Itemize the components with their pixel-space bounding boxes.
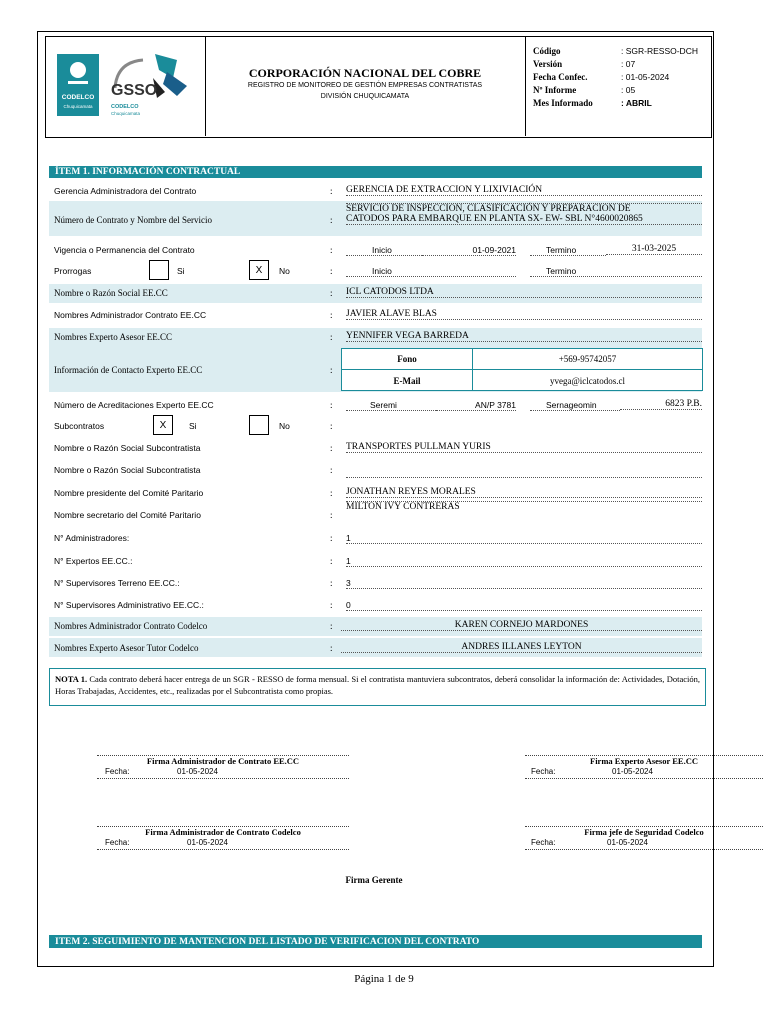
header-subtitle: REGISTRO DE MONITOREO DE GESTIÓN EMPRESAS CONTRATISTAS [247,82,483,89]
colon: : [330,186,333,196]
logo-cell [45,36,206,136]
sig4-date-line [525,849,763,850]
colon: : [330,465,333,475]
contact-box [341,348,703,391]
header-org-title: CORPORACIÓN NACIONAL DEL COBRE [248,66,482,80]
subcontratista2-label: Nombre o Razón Social Subcontratista [54,465,201,475]
n-admin-label: N° Administradores: [54,533,130,543]
subcontratos-si-checkbox[interactable]: X [153,415,173,435]
section2-title: ITEM 2. SEGUIMIENTO DE MANTENCION DEL LISTADO DE VERIFICACION DEL CONTRATO [55,937,480,947]
inicio-label: Inicio [346,245,422,256]
prorroga-no-checkbox[interactable]: X [249,260,269,280]
secretario-label: Nombre secretario del Comité Paritario [54,510,201,520]
subcontratos-no-label: No [279,421,290,431]
meta-version-label: Versión [533,59,563,69]
sernageomin-value: 6823 P.B. [620,399,702,410]
n-sup-terreno-value: 3 [346,578,702,589]
admin-label: Nombres Administrador Contrato EE.CC [54,310,207,320]
secretario-value: MILTON IVY CONTRERAS [346,501,702,512]
meta-code-value: : SGR-RESSO-DCH [621,46,698,56]
colon: : [330,245,333,255]
sig2-title: Firma Experto Asesor EE.CC [590,756,698,766]
fono-value: +569-95742057 [558,354,617,364]
colon: : [330,443,333,453]
termino-label: Termino [530,245,606,256]
subcontratista1-value: TRANSPORTES PULLMAN YURIS [346,442,702,453]
presidente-label: Nombre presidente del Comité Paritario [54,488,204,498]
gerente-title: Firma Gerente [345,875,403,885]
sig2-date: 01-05-2024 [612,767,653,776]
sig4-date: 01-05-2024 [607,838,648,847]
prorroga-si-label: Si [177,266,185,276]
meta-date-value: : 01-05-2024 [621,72,670,82]
tutor-label: Nombres Experto Asesor Tutor Codelco [54,643,199,653]
colon: : [330,365,333,375]
admin-value: JAVIER ALAVE BLAS [346,309,702,320]
colon: : [330,510,333,520]
contact-row-divider [342,369,702,370]
subcontratos-si-label: Si [189,421,197,431]
sernageomin-label: Sernageomin [530,400,620,411]
razon-value: ICL CATODOS LTDA [346,287,702,298]
section2-title-bar [49,935,702,948]
meta-date-label: Fecha Confec. [533,72,588,82]
page-number: Página 1 de 9 [354,973,414,985]
tutor-value: ANDRES ILLANES LEYTON [341,642,702,653]
sig2-fecha-label: Fecha: [531,767,556,776]
colon: : [330,533,333,543]
n-admin-value: 1 [346,533,702,544]
gsso-logo [107,48,199,128]
meta-month-label: Mes Informado [533,98,593,108]
colon: : [330,266,333,276]
inicio2-label: Inicio [346,266,516,277]
colon: : [330,332,333,342]
codelco-logo-text: CODELCO [61,94,95,101]
fono-label: Fono [397,354,417,364]
meta-code-label: Código [533,46,561,56]
prorroga-no-label: No [279,266,290,276]
gsso-logo-subtext-2: Chuquicamata [111,111,141,116]
nota-bold: NOTA 1. [55,674,88,684]
contrato-value-line1: SERVICIO DE INSPECCION, CLASIFICACIÓN Y PREPARACION DE [346,203,702,214]
n-expertos-label: N° Expertos EE.CC.: [54,556,133,566]
sig2-date-line [525,778,763,779]
colon: : [330,578,333,588]
subcontratos-no-checkbox[interactable] [249,415,269,435]
termino-value: 31-03-2025 [606,244,702,255]
gerencia-value: GERENCIA DE EXTRACCION Y LIXIVIACIÓN [346,185,702,196]
subcontratos-label: Subcontratos [54,421,105,431]
contrato-value-line2: CATODOS PARA EMBARQUE EN PLANTA SX- EW- SBL N°4600020865 [346,214,702,225]
meta-month-value: : ABRIL [621,98,652,108]
colon: : [330,400,333,410]
experto-label: Nombres Experto Asesor EE.CC [54,332,172,342]
colon: : [330,421,333,431]
colon: : [330,621,333,631]
n-sup-admin-label: N° Supervisores Administrativo EE.CC.: [54,600,204,610]
colon: : [330,600,333,610]
n-sup-terreno-label: N° Supervisores Terreno EE.CC.: [54,578,180,588]
admin-codelco-value: KAREN CORNEJO MARDONES [341,620,702,631]
contrato-label: Número de Contrato y Nombre del Servicio [54,215,212,225]
experto-value: YENNIFER VEGA BARREDA [346,331,702,342]
sig3-title: Firma Administrador de Contrato Codelco [145,827,301,837]
sig1-fecha-label: Fecha: [105,767,130,776]
sig3-date: 01-05-2024 [187,838,228,847]
section1-title-bar [49,166,702,178]
meta-report-label: Nº Informe [533,85,577,95]
meta-report-value: : 05 [621,85,636,95]
email-label: E-Mail [393,376,421,386]
colon: : [330,215,333,225]
seremi-label: Seremi [346,400,436,411]
sig3-fecha-label: Fecha: [105,838,130,847]
nota-box [49,668,706,706]
sig4-fecha-label: Fecha: [531,838,556,847]
sig1-date-line [97,778,349,779]
subcontratista2-value [346,465,702,478]
header-division: DIVISIÓN CHUQUICAMATA [320,93,410,100]
prorrogas-label: Prorrogas [54,266,92,276]
sig4-title: Firma jefe de Seguridad Codelco [584,827,704,837]
n-expertos-value: 1 [346,556,702,567]
contacto-label: Información de Contacto Experto EE.CC [54,365,203,375]
vigencia-label: Vigencia o Permanencia del Contrato [54,245,195,255]
colon: : [330,556,333,566]
sig1-date: 01-05-2024 [177,767,218,776]
seremi-value: AN/P 3781 [436,400,516,411]
subcontratista1-label: Nombre o Razón Social Subcontratista [54,443,201,453]
section1-title: ÍTEM 1. INFORMACIÓN CONTRACTUAL [55,167,241,177]
colon: : [330,310,333,320]
nota-text: Cada contrato deberá hacer entrega de un SGR - RESSO de forma mensual. Si el contratista mantuviera subcontratos, deberá consolidar la información de: Actividades, Dotación, Horas Trabajadas, Accidentes, etc., realizadas por el Subcontratista como propias. [55,674,700,696]
codelco-logo-subtext: Chuquicamata [63,104,93,109]
razon-label: Nombre o Razón Social EE.CC [54,288,168,298]
acred-label: Número de Acreditaciones Experto EE.CC [54,400,214,410]
gsso-logo-text: GSSO [111,82,158,99]
meta-version-value: : 07 [621,59,636,69]
email-value[interactable]: yvega@iclcatodos.cl [549,376,625,386]
termino2-label: Termino [530,266,702,277]
gsso-logo-subtext: CODELCO [111,104,139,110]
colon: : [330,288,333,298]
presidente-value: JONATHAN REYES MORALES [346,487,702,498]
sig1-title: Firma Administrador de Contrato EE.CC [146,756,300,766]
sig3-date-line [97,849,349,850]
prorroga-si-checkbox[interactable] [149,260,169,280]
codelco-logo [57,54,99,116]
inicio-value: 01-09-2021 [422,245,516,256]
header-meta [525,36,711,136]
colon: : [330,488,333,498]
gerencia-label: Gerencia Administradora del Contrato [54,186,197,196]
n-sup-admin-value: 0 [346,600,702,611]
colon: : [330,643,333,653]
admin-codelco-label: Nombres Administrador Contrato Codelco [54,621,208,631]
codelco-emblem-icon [57,54,99,94]
